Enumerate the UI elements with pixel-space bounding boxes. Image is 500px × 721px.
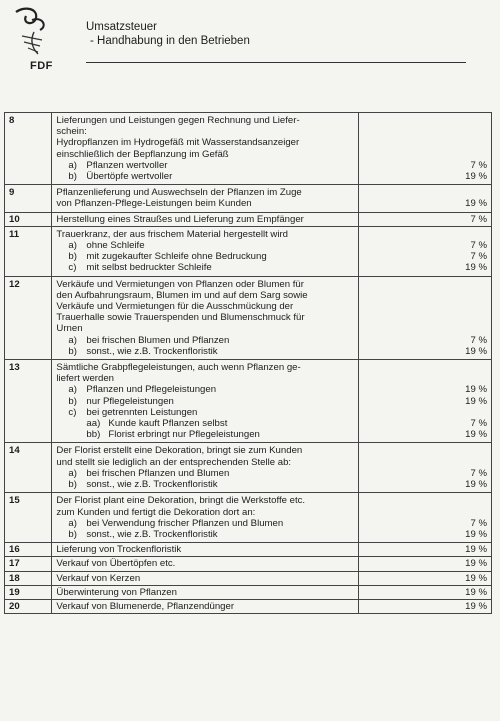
row-rate [358, 543, 491, 557]
sub-text: Pflanzen und Pflegeleistungen [86, 384, 217, 396]
sub-item [56, 384, 353, 395]
title-line-1: Umsatzsteuer [86, 21, 157, 33]
sub-text: bei getrennten Leistungen [86, 406, 198, 418]
sub-text: mit zugekaufter Schleife ohne Bedruckung [86, 251, 267, 263]
fdf-logo-icon [12, 6, 52, 56]
desc-line: Verkauf von Kerzen [56, 572, 141, 584]
row-description [52, 185, 358, 212]
row-number: 14 [5, 443, 52, 493]
sub-key: a) [68, 467, 77, 479]
rate-value: 7 % [470, 517, 487, 529]
sub-key: aa) [86, 418, 101, 430]
sub-item [56, 346, 353, 357]
row-description [52, 226, 358, 276]
desc-line: liefert werden [56, 373, 115, 385]
desc-line: Verkauf von Blumenerde, Pflanzendünger [56, 600, 235, 612]
desc-line: Herstellung eines Straußes und Lieferung zum Empfänger [56, 213, 304, 225]
rate-value: 7 % [470, 334, 487, 346]
sub-item [56, 479, 353, 490]
sub-item [56, 160, 353, 171]
sub-sub-item [56, 418, 353, 429]
sub-key: c) [68, 406, 77, 418]
desc-line: und stellt sie lediglich an der entsprechenden Stelle ab: [56, 456, 292, 468]
row-rate [358, 571, 491, 585]
row-description [52, 113, 358, 185]
rate-value: 7 % [470, 251, 487, 263]
desc-line: schein: [56, 126, 87, 138]
sub-key: a) [68, 517, 77, 529]
row-description [52, 543, 358, 557]
document-header [0, 0, 500, 80]
rate-value: 7 % [470, 240, 487, 252]
table-row [5, 493, 492, 543]
sub-text: Pflanzen wertvoller [86, 159, 168, 171]
desc-line: von Pflanzen-Pflege-Leistungen beim Kunden [56, 198, 252, 210]
desc-line: Verkäufe und Vermietungen von Pflanzen oder Blumen für [56, 278, 304, 290]
table-row [5, 185, 492, 212]
rate-value: 19 % [465, 384, 487, 396]
row-rate [358, 113, 491, 185]
row-number: 10 [5, 212, 52, 226]
rate-value: 19 % [465, 600, 487, 612]
rate-value: 19 % [465, 528, 487, 540]
rate-value: 7 % [470, 213, 487, 225]
desc-line: Sämtliche Grabpflegeleistungen, auch wenn Pflanzen ge- [56, 362, 301, 374]
desc-line: Urnen [56, 323, 83, 335]
row-number: 17 [5, 557, 52, 571]
desc-line: Hydropflanzen im Hydrogefäß mit Wasserstandsanzeiger [56, 137, 300, 149]
row-number: 11 [5, 226, 52, 276]
row-description [52, 571, 358, 585]
sub-key: b) [68, 171, 77, 183]
desc-line: Trauerkranz, der aus frischem Material hergestellt wird [56, 228, 288, 240]
rate-value: 7 % [470, 467, 487, 479]
row-description [52, 212, 358, 226]
sub-key: a) [68, 159, 77, 171]
sub-key: bb) [86, 429, 101, 441]
rate-value: 19 % [465, 345, 487, 357]
row-number: 20 [5, 599, 52, 613]
table-row [5, 585, 492, 599]
row-number: 15 [5, 493, 52, 543]
sub-text: bei frischen Blumen und Pflanzen [86, 334, 230, 346]
desc-line: den Aufbahrungsraum, Blumen im und auf dem Sarg sowie [56, 289, 308, 301]
desc-line: einschließlich der Bepflanzung im Gefäß [56, 148, 229, 160]
row-rate [358, 185, 491, 212]
row-rate [358, 276, 491, 359]
row-number: 8 [5, 113, 52, 185]
title-line-2: - Handhabung in den Betrieben [90, 35, 250, 47]
sub-text: ohne Schleife [86, 240, 145, 252]
sub-key: b) [68, 479, 77, 491]
rate-value: 7 % [470, 418, 487, 429]
desc-line: Der Florist plant eine Dekoration, bringt die Werkstoffe etc. [56, 495, 306, 507]
table-row [5, 226, 492, 276]
rate-value: 19 % [465, 479, 487, 491]
row-description [52, 443, 358, 493]
desc-line: Pflanzenlieferung und Auswechseln der Pflanzen im Zuge [56, 187, 302, 199]
table-row [5, 212, 492, 226]
row-number: 16 [5, 543, 52, 557]
sub-text: Florist erbringt nur Pflegeleistungen [108, 429, 260, 441]
desc-line: Lieferungen und Leistungen gegen Rechnung und Liefer- [56, 115, 300, 126]
desc-line: Verkäufe und Vermietungen für die Ausschmückung der [56, 301, 294, 313]
desc-line: Überwinterung von Pflanzen [56, 586, 177, 598]
table-row [5, 557, 492, 571]
row-rate [358, 212, 491, 226]
sub-text: nur Pflegeleistungen [86, 395, 174, 407]
row-rate [358, 585, 491, 599]
sub-key: a) [68, 240, 77, 252]
sub-key: b) [68, 528, 77, 540]
sub-item [56, 240, 353, 251]
sub-text: Übertöpfe wertvoller [86, 171, 173, 183]
row-rate [358, 443, 491, 493]
row-description [52, 360, 358, 443]
rate-value: 19 % [465, 198, 487, 210]
row-description [52, 585, 358, 599]
desc-line: Der Florist erstellt eine Dekoration, bringt sie zum Kunden [56, 445, 303, 457]
row-description [52, 599, 358, 613]
table-row [5, 276, 492, 359]
table-row [5, 360, 492, 443]
rate-value: 19 % [465, 429, 487, 441]
sub-item [56, 335, 353, 346]
table-row [5, 443, 492, 493]
row-number: 18 [5, 571, 52, 585]
sub-text: sonst., wie z.B. Trockenfloristik [86, 528, 218, 540]
row-number: 19 [5, 585, 52, 599]
sub-text: sonst., wie z.B. Trockenfloristik [86, 479, 218, 491]
sub-text: Kunde kauft Pflanzen selbst [108, 418, 228, 430]
row-rate [358, 557, 491, 571]
sub-text: sonst., wie z.B. Trockenfloristik [86, 345, 218, 357]
sub-item [56, 396, 353, 407]
sub-item [56, 468, 353, 479]
header-rule [86, 62, 466, 63]
desc-line: zum Kunden und fertigt die Dekoration dort an: [56, 506, 256, 518]
sub-key: a) [68, 384, 77, 396]
sub-item [56, 529, 353, 540]
rate-value: 7 % [470, 159, 487, 171]
logo-text: FDF [30, 60, 53, 72]
row-rate [358, 360, 491, 443]
sub-key: a) [68, 334, 77, 346]
row-number: 9 [5, 185, 52, 212]
row-number: 12 [5, 276, 52, 359]
table-row [5, 543, 492, 557]
sub-item [56, 407, 353, 418]
sub-key: b) [68, 395, 77, 407]
sub-sub-item [56, 429, 353, 440]
sub-key: b) [68, 251, 77, 263]
rate-value: 19 % [465, 558, 487, 570]
row-description [52, 276, 358, 359]
sub-key: c) [68, 262, 77, 274]
table-row [5, 571, 492, 585]
tax-rate-table [4, 112, 492, 614]
table-row [5, 113, 492, 185]
sub-item [56, 518, 353, 529]
desc-line: Verkauf von Übertöpfen etc. [56, 558, 176, 570]
desc-line: Lieferung von Trockenfloristik [56, 544, 182, 556]
row-rate [358, 599, 491, 613]
rate-value: 19 % [465, 262, 487, 274]
rate-value: 19 % [465, 586, 487, 598]
sub-item [56, 171, 353, 182]
row-rate [358, 226, 491, 276]
sub-text: mit selbst bedruckter Schleife [86, 262, 212, 274]
table-row [5, 599, 492, 613]
row-description [52, 493, 358, 543]
row-number: 13 [5, 360, 52, 443]
rate-value: 19 % [465, 395, 487, 407]
row-description [52, 557, 358, 571]
row-rate [358, 493, 491, 543]
sub-item [56, 262, 353, 273]
desc-line: Trauerhalle sowie Trauerspenden und Blumenschmuck für [56, 312, 305, 324]
sub-text: bei Verwendung frischer Pflanzen und Blumen [86, 517, 284, 529]
page-title [86, 20, 250, 48]
rate-value: 19 % [465, 544, 487, 556]
sub-text: bei frischen Pflanzen und Blumen [86, 467, 230, 479]
sub-item [56, 251, 353, 262]
sub-key: b) [68, 345, 77, 357]
rate-value: 19 % [465, 170, 487, 182]
rate-value: 19 % [465, 572, 487, 584]
